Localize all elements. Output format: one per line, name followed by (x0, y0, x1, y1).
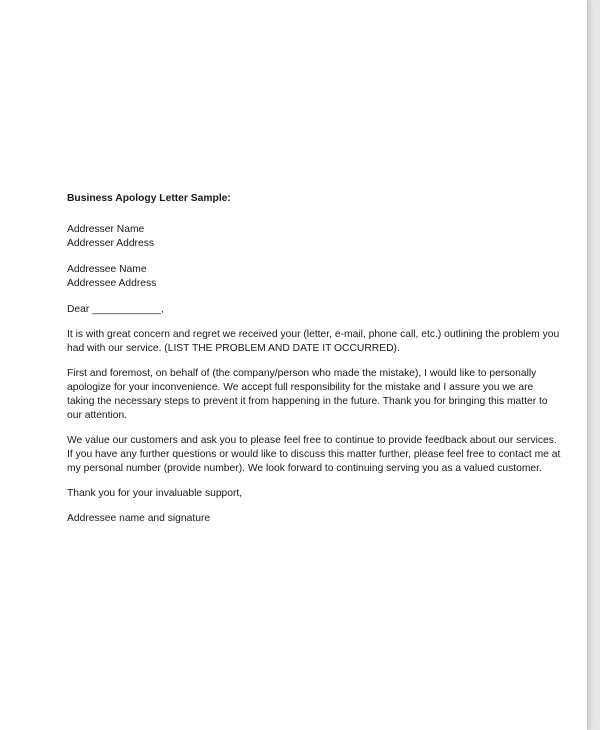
letter-title: Business Apology Letter Sample: (67, 193, 231, 204)
addresser-name: Addresser Name (67, 224, 145, 235)
paragraph-line: First and foremost, on behalf of (the company/person who made the mistake), I would like to personally (67, 368, 537, 379)
letter-body (67, 192, 561, 526)
paragraph-1 (67, 328, 560, 356)
paragraph-line: It is with great concern and regret we received your (letter, e-mail, phone call, etc.) outlining the problem you (67, 329, 560, 340)
addresser-block (67, 223, 539, 251)
paragraph-line: If you have any further questions or would like to discuss this matter further, please feel free to contact me at (67, 449, 561, 460)
addresser-address: Addresser Address (67, 238, 154, 249)
addressee-address: Addressee Address (67, 278, 157, 289)
paragraph-2 (67, 367, 548, 423)
salutation: Dear ____________, (67, 304, 164, 315)
paragraph-line: my personal number (provide number). We look forward to continuing serving you as a valued customer. (67, 463, 542, 474)
paragraph-line: our attention. (67, 410, 128, 421)
addressee-block (67, 263, 539, 291)
paragraph-line: taking the necessary steps to prevent it from happening in the future. Thank you for bringing this matter to (67, 396, 548, 407)
paragraph-line: had with our service. (LIST THE PROBLEM AND DATE IT OCCURRED). (67, 343, 400, 354)
paragraph-3 (67, 434, 561, 476)
paragraph-line: We value our customers and ask you to please feel free to continue to provide feedback about our services. (67, 435, 557, 446)
paragraph-line: apologize for your inconvenience. We accept full responsibility for the mistake and I assure you we are (67, 382, 534, 393)
closing: Thank you for your invaluable support, (67, 488, 243, 499)
signature: Addressee name and signature (67, 513, 211, 524)
addressee-name: Addressee Name (67, 264, 147, 275)
